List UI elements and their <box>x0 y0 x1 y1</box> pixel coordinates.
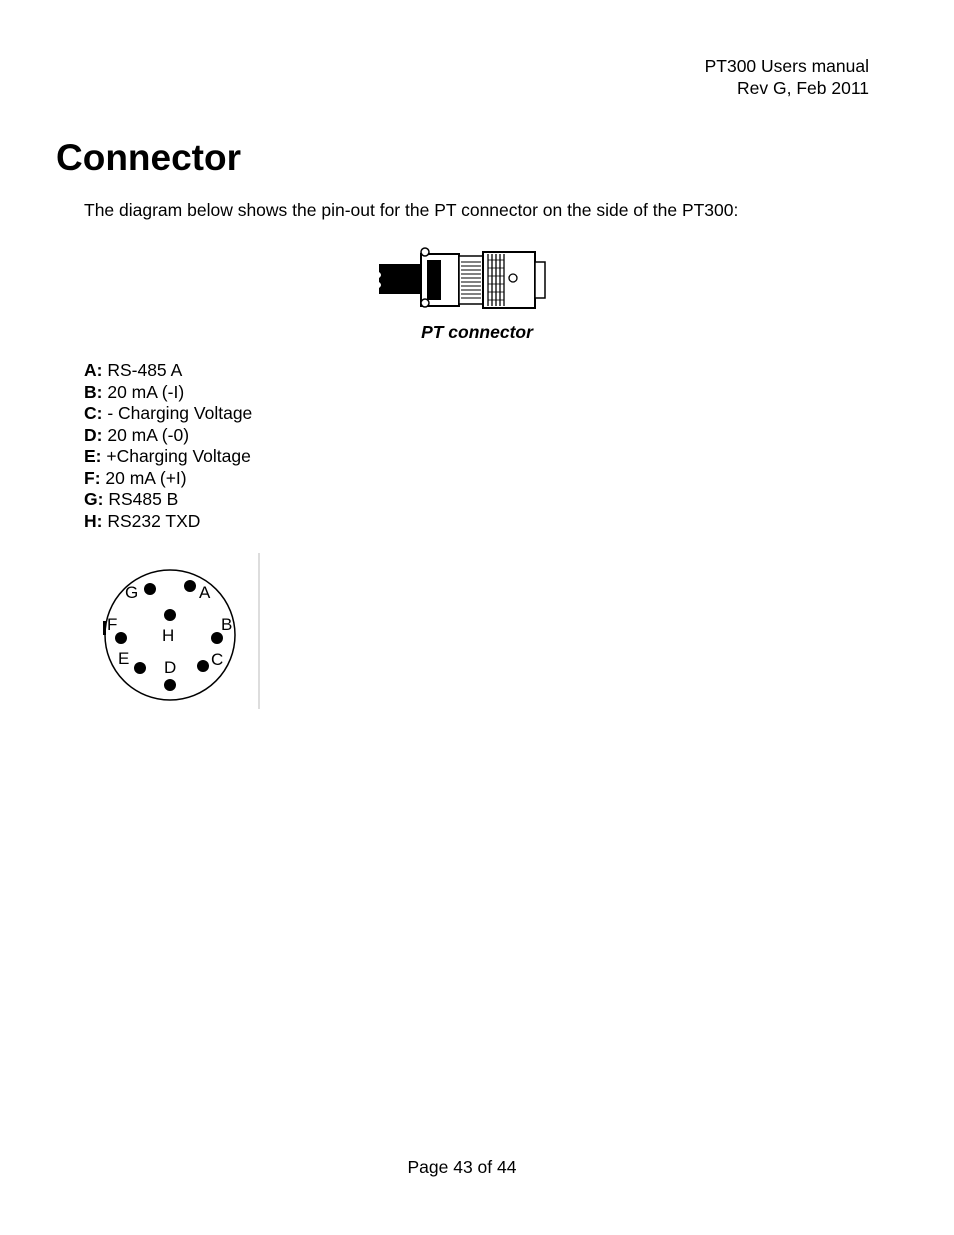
pin-d-dot <box>164 679 176 691</box>
pin-label-a: A <box>199 583 211 602</box>
pin-label-c: C <box>211 650 224 669</box>
intro-paragraph: The diagram below shows the pin-out for the PT connector on the side of the PT300: <box>84 200 739 220</box>
pin-letter: F: <box>84 467 101 488</box>
pin-e-dot <box>134 662 146 674</box>
pin-description: RS485 B <box>103 489 179 509</box>
list-item <box>84 382 252 404</box>
list-item <box>84 425 252 447</box>
figure-caption: PT connector <box>421 322 533 342</box>
list-item <box>84 446 252 468</box>
document-header <box>705 56 869 99</box>
manual-title: PT300 Users manual <box>704 56 869 76</box>
pin-c-dot <box>197 660 209 672</box>
pin-description: +Charging Voltage <box>101 446 251 466</box>
pin-label-g: G <box>125 583 139 602</box>
pin-description: RS-485 A <box>102 360 183 380</box>
pin-description: 20 mA (-0) <box>102 424 190 445</box>
pin-letter: D: <box>84 424 103 445</box>
page-number: Page 43 of 44 <box>407 1157 517 1177</box>
page-title: Connector <box>56 137 241 178</box>
list-item <box>84 511 252 533</box>
pin-letter: C: <box>84 403 103 423</box>
pin-description: - Charging Voltage <box>102 403 253 423</box>
pin-label-d: D <box>164 658 177 677</box>
pin-letter: A: <box>84 360 103 380</box>
pin-description: 20 mA (-I) <box>102 381 185 402</box>
pin-label-f: F <box>107 615 118 634</box>
list-item <box>84 489 252 511</box>
pin-description: RS232 TXD <box>102 510 201 531</box>
list-item <box>84 468 252 490</box>
pin-a-dot <box>184 580 196 592</box>
pin-letter: B: <box>84 381 103 402</box>
key-notch <box>103 621 106 635</box>
pin-label-h: H <box>162 626 175 645</box>
pin-h-dot <box>164 609 176 621</box>
pinout-diagram <box>86 553 262 711</box>
pin-letter: E: <box>84 446 102 466</box>
pt-connector-illustration <box>377 240 577 320</box>
list-item <box>84 403 252 425</box>
pin-letter: G: <box>84 489 104 509</box>
revision-date: Rev G, Feb 2011 <box>737 77 869 98</box>
pin-label-e: E <box>118 649 130 668</box>
pin-letter: H: <box>84 510 103 531</box>
pin-assignment-list <box>84 360 252 532</box>
pin-g-dot <box>144 583 156 595</box>
pin-description: 20 mA (+I) <box>100 467 187 488</box>
list-item <box>84 360 252 382</box>
pin-label-b: B <box>221 615 233 634</box>
